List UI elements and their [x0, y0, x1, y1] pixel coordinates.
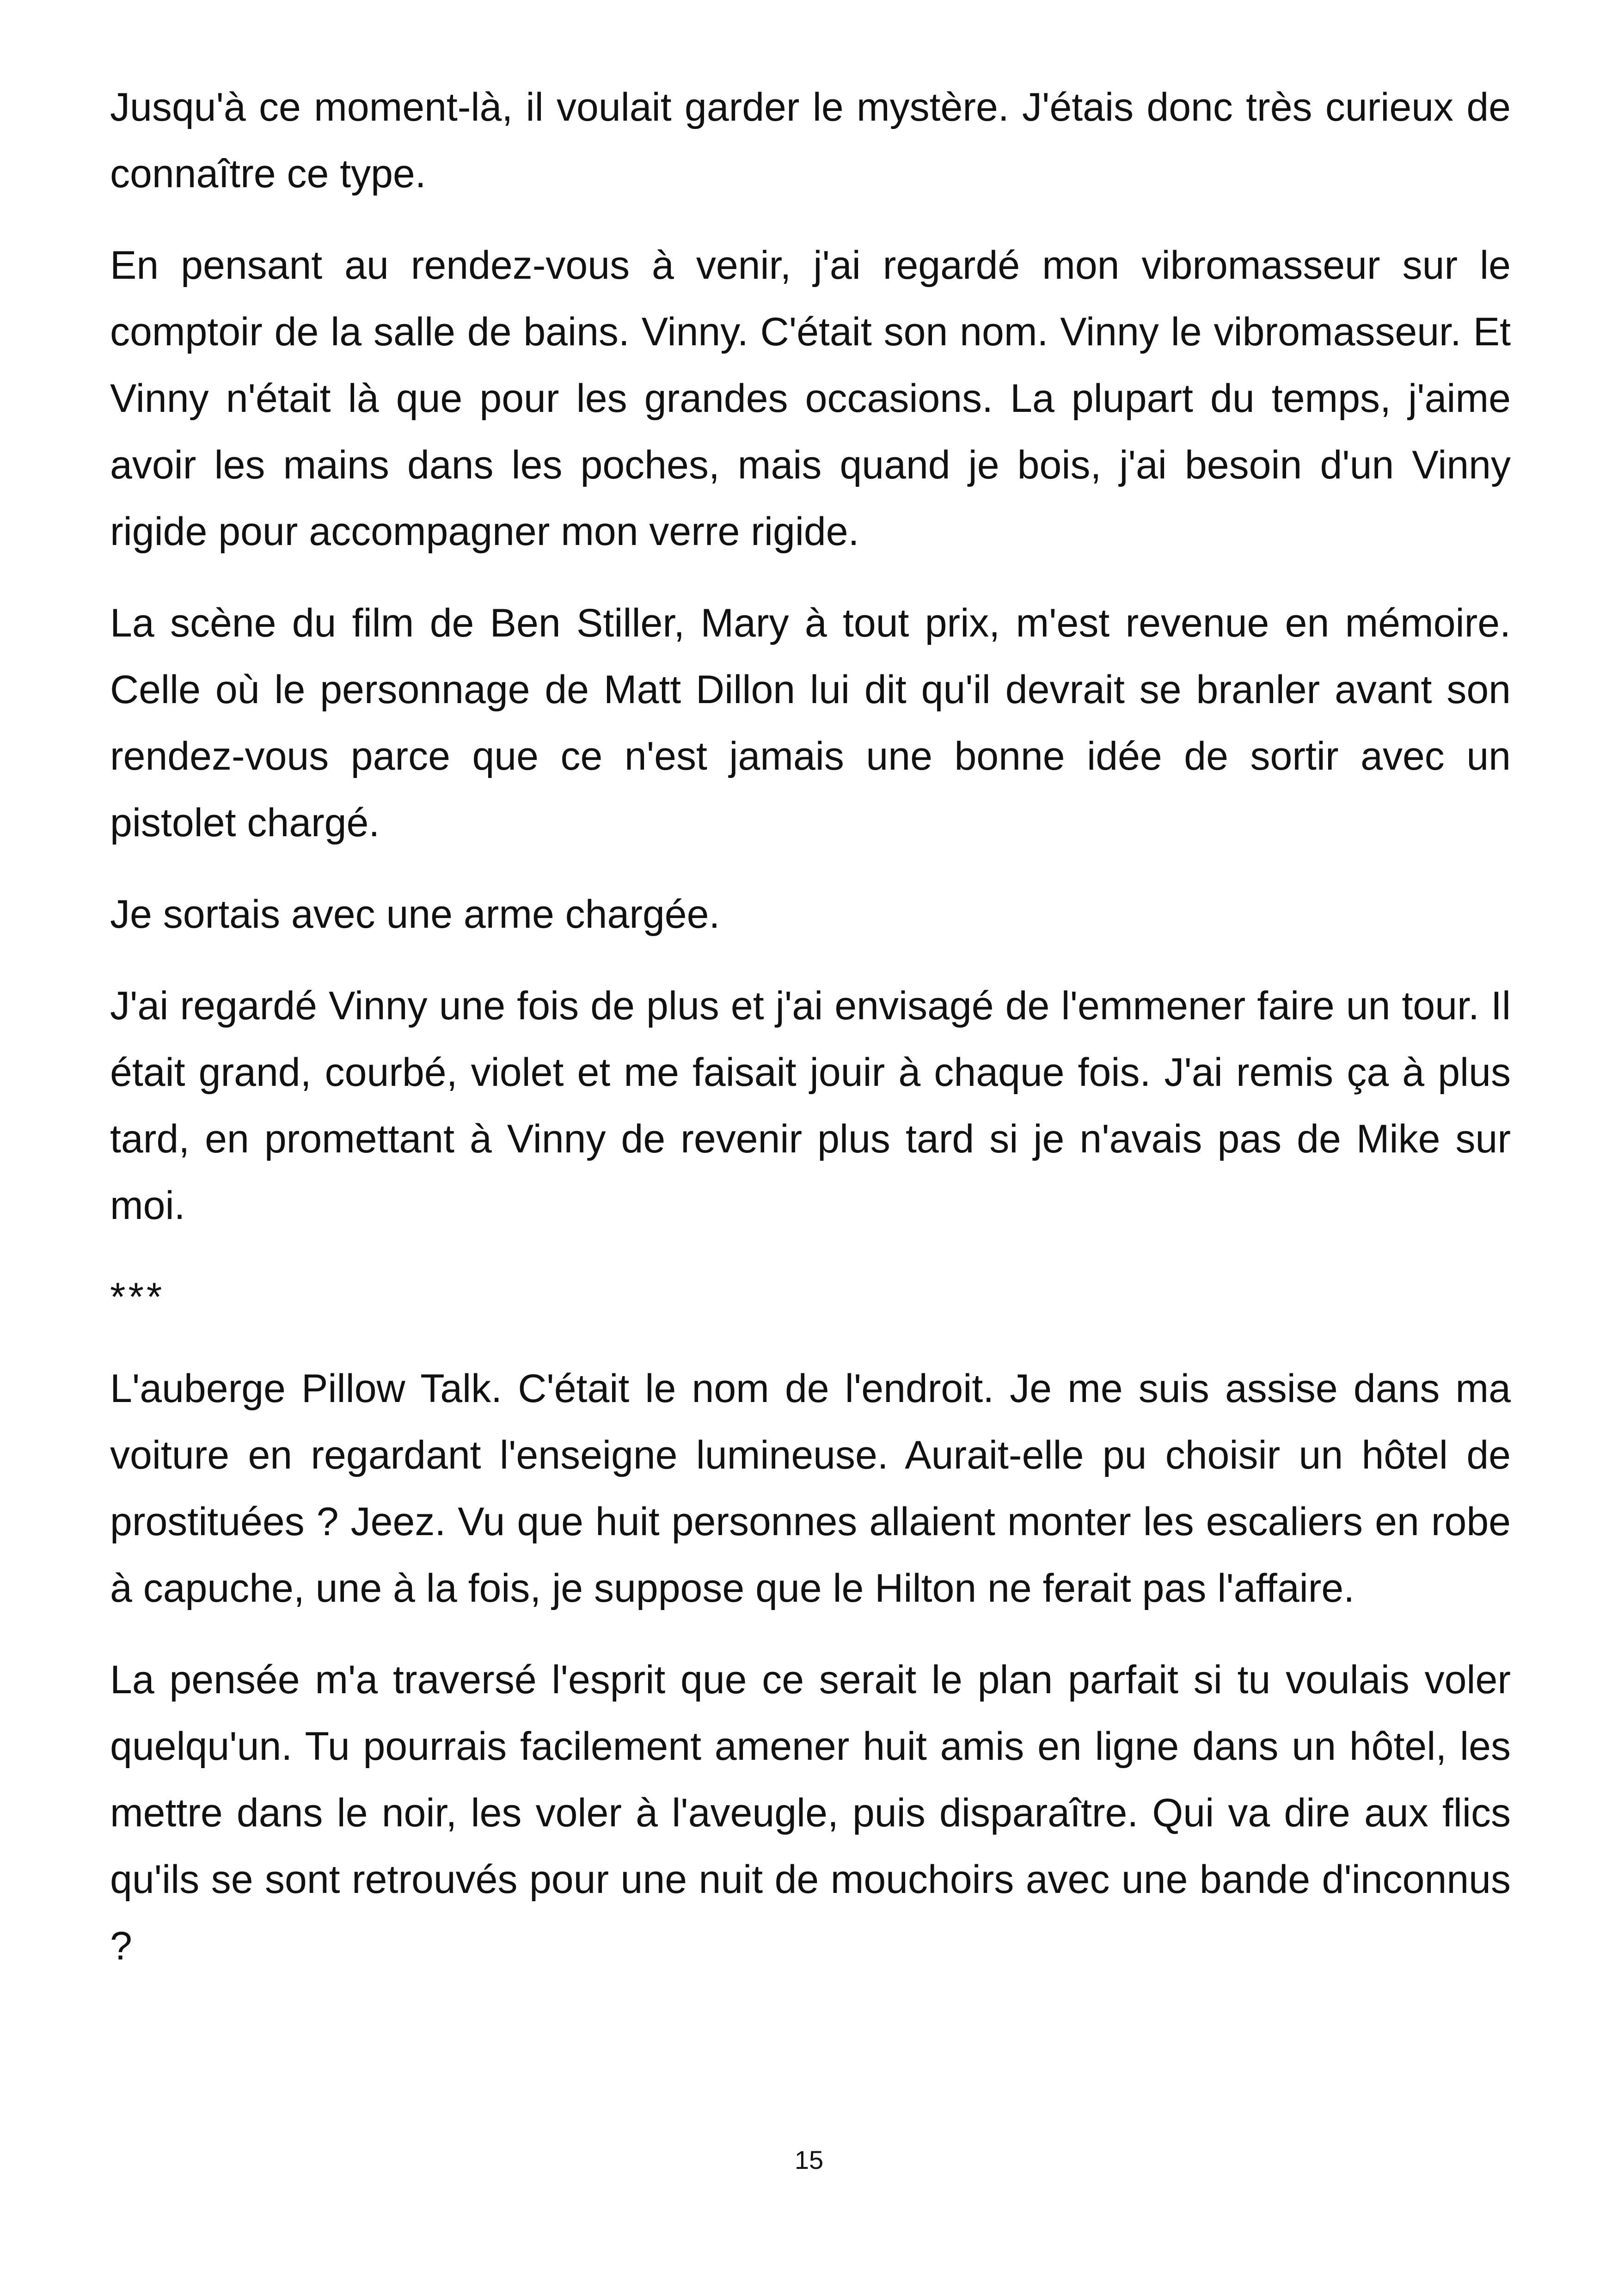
- scene-separator: ***: [110, 1275, 165, 1319]
- paragraph: Jusqu'à ce moment-là, il voulait garder le mystère. J'étais donc très curieux de connaître ce type.: [110, 85, 1511, 196]
- paragraph: La scène du film de Ben Stiller, Mary à tout prix, m'est revenue en mémoire. Celle où le personnage de Matt Dillon lui dit qu'il devrait se branler avant son rendez-vous parce que ce n'est jamais une bonne idée de sortir avec un pistolet chargé.: [110, 601, 1511, 845]
- paragraph: La pensée m'a traversé l'esprit que ce serait le plan parfait si tu voulais voler quelqu'un. Tu pourrais facilement amener huit amis en ligne dans un hôtel, les mettre dans le noir, les voler à l'aveugle, puis disparaître. Qui va dire aux flics qu'ils se sont retrouvés pour une nuit de mouchoirs avec une bande d'inconnus ?: [110, 1658, 1511, 1968]
- body-text: [110, 74, 1511, 2004]
- paragraph: J'ai regardé Vinny une fois de plus et j'ai envisagé de l'emmener faire un tour. Il était grand, courbé, violet et me faisait jouir à chaque fois. J'ai remis ça à plus tard, en promettant à Vinny de revenir plus tard si je n'avais pas de Mike sur moi.: [110, 984, 1511, 1228]
- paragraph: En pensant au rendez-vous à venir, j'ai regardé mon vibromasseur sur le comptoir de la salle de bains. Vinny. C'était son nom. Vinny le vibromasseur. Et Vinny n'était là que pour les grandes occasions. La plupart du temps, j'aime avoir les mains dans les poches, mais quand je bois, j'ai besoin d'un Vinny rigide pour accompagner mon verre rigide.: [110, 243, 1511, 554]
- paragraph: L'auberge Pillow Talk. C'était le nom de l'endroit. Je me suis assise dans ma voiture en regardant l'enseigne lumineuse. Aurait-elle pu choisir un hôtel de prostituées ? Jeez. Vu que huit personnes allaient monter les escaliers en robe à capuche, une à la fois, je suppose que le Hilton ne ferait pas l'affaire.: [110, 1366, 1511, 1610]
- page-number: 15: [794, 2145, 824, 2174]
- paragraph: Je sortais avec une arme chargée.: [110, 892, 720, 937]
